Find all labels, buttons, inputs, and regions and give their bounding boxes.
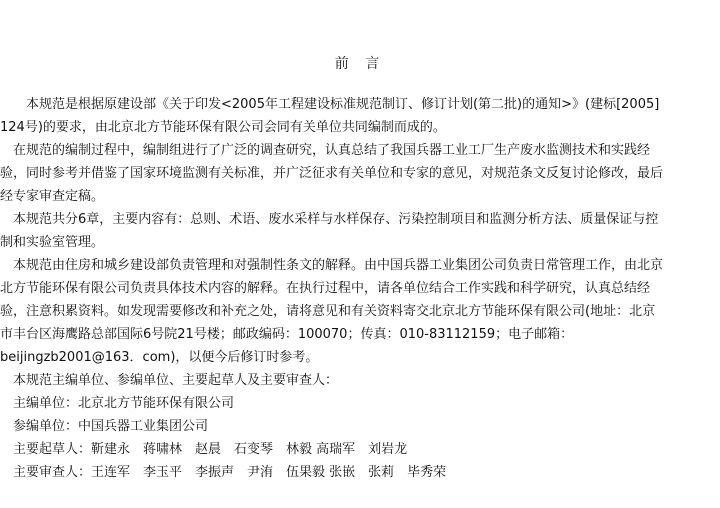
text-line: 本规范主编单位、参编单位、主要起草人及主要审查人： [0, 373, 339, 388]
text-line: 经专家审查定稿。 [0, 189, 105, 204]
text-line: 本规范由住房和城乡建设部负责管理和对强制性条文的解释。由中国兵器工业集团公司负责日常管理工作，由北京 [0, 258, 664, 273]
text-line: 验，同时参考并借鉴了国家环境监测有关标准，并广泛征求有关单位和专家的意见，对规范条文反复讨论修改，最后 [0, 166, 664, 181]
text-line: 市丰台区海鹰路总部国际6号院21号楼；邮政编码：100070；传真：010-83112159；电子邮箱： [0, 327, 574, 342]
text-line: 验，注意积累资料。如发现需要修改和补充之处，请将意见和有关资料寄交北京北方节能环保有限公司(地址：北京 [0, 304, 656, 319]
text-line: 本规范是根据原建设部《关于印发<2005年工程建设标准规范制订、修订计划(第二批)的通知>》(建标[2005] [0, 97, 660, 112]
text-line: 主要起草人：靳建永 蒋啸林 赵晨 石变琴 林毅 高瑞军 刘岩龙 [0, 442, 408, 457]
text-line: 本规范共分6章，主要内容有：总则、术语、废水采样与水样保存、污染控制项目和监测分析方法、质量保证与控 [0, 212, 659, 227]
text-line: 在规范的编制过程中，编制组进行了广泛的调查研究，认真总结了我国兵器工业工厂生产废水监测技术和实践经 [0, 143, 651, 158]
text-line: 参编单位：中国兵器工业集团公司 [0, 419, 209, 434]
text-line: 124号)的要求，由北京北方节能环保有限公司会同有关单位共同编制而成的。 [0, 120, 446, 135]
text-line: 制和实验室管理。 [0, 235, 105, 250]
text-line: 主编单位：北京北方节能环保有限公司 [0, 396, 235, 411]
page-title: 前 言 [334, 56, 386, 72]
text-line: 北方节能环保有限公司负责具体技术内容的解释。在执行过程中，请各单位结合工作实践和科学研究，认真总结经 [0, 281, 651, 296]
text-line: 主要审查人：王连军 李玉平 李振声 尹洧 伍果毅 张嵌 张莉 毕秀荣 [0, 465, 447, 480]
text-line: beijingzb2001@163．com)，以便今后修订时参考。 [0, 350, 319, 365]
